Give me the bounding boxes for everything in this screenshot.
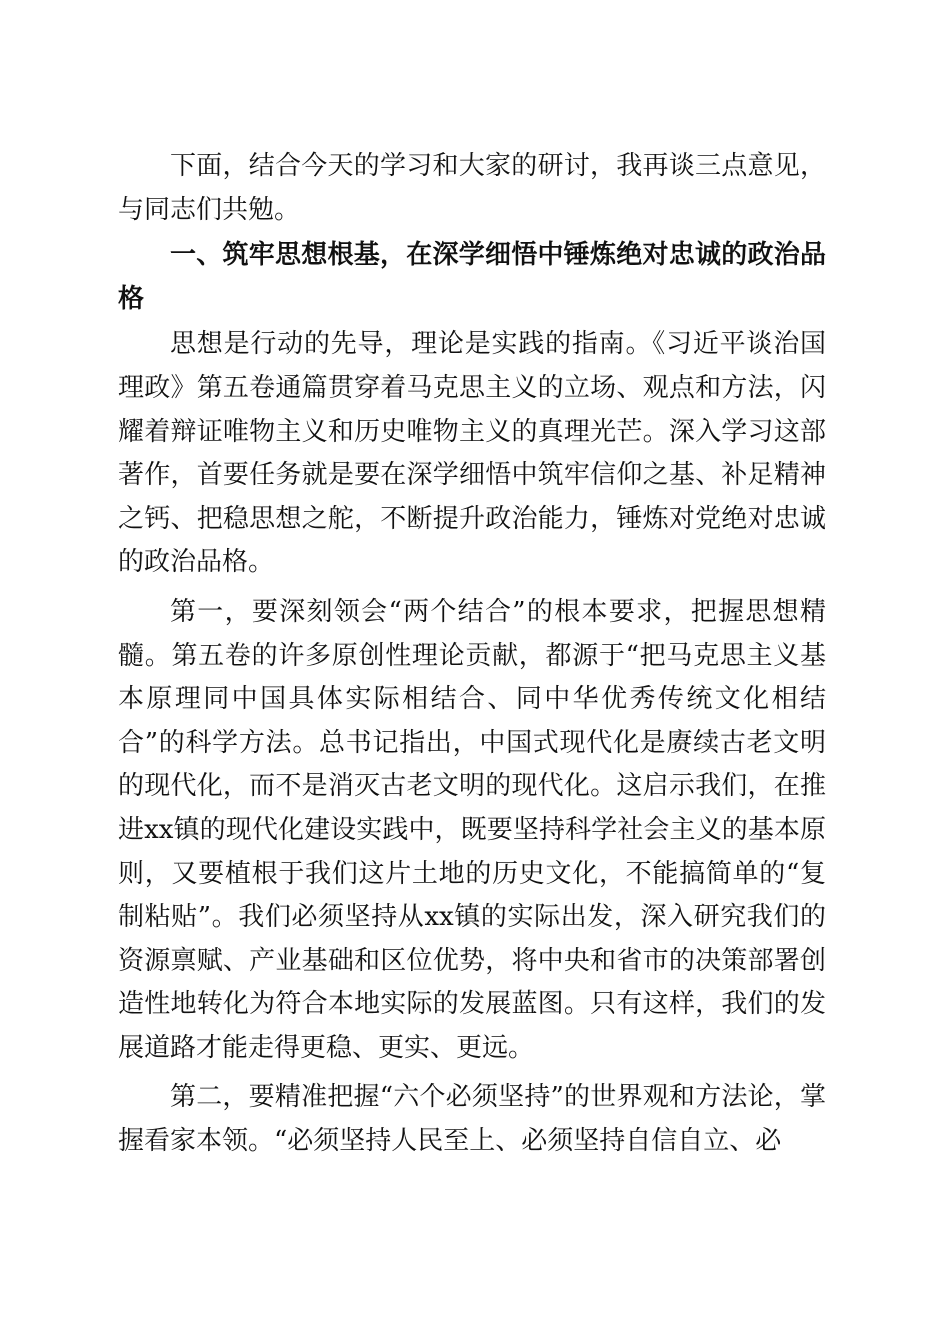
body-paragraph-1: 思想是行动的先导，理论是实践的指南。《习近平谈治国理政》第五卷通篇贯穿着马克思主义的立场、观点和方法，闪耀着辩证唯物主义和历史唯物主义的真理光芒。深入学习这部著作，首要任务就是要在深学细悟中筑牢信仰之基、补足精神之钙、把稳思想之舵，不断提升政治能力，锤炼对党绝对忠诚的政治品格。 (118, 329, 826, 578)
section-heading: 一、筑牢思想根基，在深学细悟中锤炼绝对忠诚的政治品格 (118, 240, 826, 314)
intro-paragraph: 下面，结合今天的学习和大家的研讨，我再谈三点意见，与同志们共勉。 (118, 151, 826, 225)
body-paragraph-3: 第二，要精准把握“六个必须坚持”的世界观和方法论，掌握看家本领。“必须坚持人民至上、必须坚持自信自立、必 (118, 1082, 826, 1157)
document-body (118, 145, 826, 1164)
body-paragraph-2: 第一，要深刻领会“两个结合”的根本要求，把握思想精髓。第五卷的许多原创性理论贡献，都源于“把马克思主义基本原理同中国具体实际相结合、同中华优秀传统文化相结合”的科学方法。总书记指出，中国式现代化是赓续古老文明的现代化，而不是消灭古老文明的现代化。这启示我们，在推进xx镇的现代化建设实践中，既要坚持科学社会主义的基本原则，又要植根于我们这片土地的历史文化，不能搞简单的“复制粘贴”。我们必须坚持从xx镇的实际出发，深入研究我们的资源禀赋、产业基础和区位优势，将中央和省市的决策部署创造性地转化为符合本地实际的发展蓝图。只有这样，我们的发展道路才能走得更稳、更实、更远。 (118, 596, 826, 1063)
